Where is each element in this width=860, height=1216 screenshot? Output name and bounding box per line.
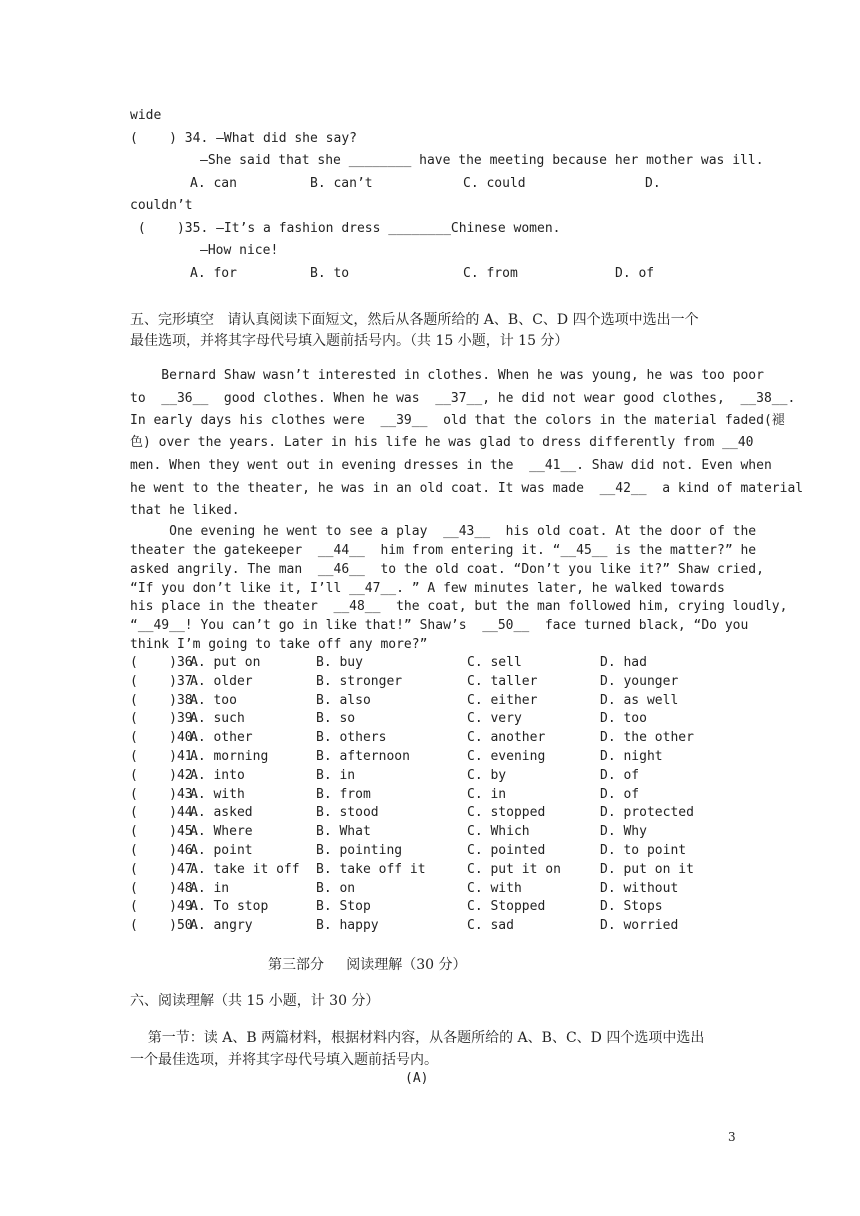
option-d: D. as well bbox=[600, 692, 679, 708]
page-number: 3 bbox=[728, 1130, 736, 1144]
option-row-number: ( )49. bbox=[130, 899, 201, 915]
option-d: D. put on it bbox=[600, 861, 694, 877]
option-d: D. of bbox=[600, 767, 640, 783]
option-c: C. Stopped bbox=[467, 899, 546, 915]
option-row-number: ( )40. bbox=[130, 730, 201, 746]
option-a: A. To stop bbox=[190, 899, 269, 915]
option-d: D. worried bbox=[600, 918, 679, 934]
option-b: B. What bbox=[316, 824, 371, 840]
q34-option-b: B. can’t bbox=[310, 176, 373, 191]
section5-heading-line2: 最佳选项，并将其字母代号填入题前括号内。（共 15 小题，计 15 分） bbox=[130, 333, 569, 349]
option-row-number: ( )36. bbox=[130, 655, 201, 670]
option-a: A. asked bbox=[190, 805, 253, 821]
option-a: A. Where bbox=[190, 824, 253, 840]
option-c: C. with bbox=[467, 880, 522, 896]
option-a: A. in bbox=[190, 880, 230, 896]
option-b: B. in bbox=[316, 767, 356, 783]
passage-line-9: theater the gatekeeper __44__ him from entering it. “__45__ is the matter?” he bbox=[130, 543, 757, 558]
option-d: D. night bbox=[600, 749, 663, 764]
option-row-number: ( )48. bbox=[130, 880, 201, 896]
option-d: D. without bbox=[600, 880, 679, 896]
section5-heading-line1: 五、完形填空 请认真阅读下面短文，然后从各题所给的 A、B、C、D 四个选项中选出一个 bbox=[130, 312, 699, 328]
option-c: C. either bbox=[467, 692, 538, 708]
passage-line-2: to __36__ good clothes. When he was __37__, he did not wear good clothes, __38__. bbox=[130, 391, 796, 406]
option-d: D. of bbox=[600, 786, 640, 802]
option-c: C. sell bbox=[467, 655, 522, 670]
option-row-number: ( )42. bbox=[130, 767, 201, 783]
q34-option-a: A. can bbox=[190, 176, 237, 191]
passage-line-4: 色) over the years. Later in his life he was glad to dress differently from __40 bbox=[130, 435, 754, 450]
q34-option-d: D. bbox=[645, 176, 661, 191]
passage-line-13: “__49__! You can’t go in like that!” Shaw’s __50__ face turned black, “Do you bbox=[130, 618, 749, 633]
q35-option-c: C. from bbox=[463, 266, 518, 281]
option-row-number: ( )45. bbox=[130, 824, 201, 840]
option-d: D. the other bbox=[600, 730, 694, 746]
prev-line-tail: wide bbox=[130, 108, 162, 123]
q34-option-c: C. could bbox=[463, 176, 526, 191]
passage-line-5: men. When they went out in evening dresses in the __41__. Shaw did not. Even when bbox=[130, 458, 772, 473]
option-a: A. other bbox=[190, 730, 253, 746]
option-d: D. to point bbox=[600, 843, 687, 858]
option-b: B. Stop bbox=[316, 899, 371, 915]
option-a: A. with bbox=[190, 786, 245, 802]
q34-stem: ( ) 34. —What did she say? bbox=[130, 131, 357, 146]
section6-heading: 六、阅读理解（共 15 小题，计 30 分） bbox=[130, 993, 380, 1009]
q35-option-d: D. of bbox=[615, 266, 655, 281]
passage-line-10: asked angrily. The man __46__ to the old coat. “Don’t you like it?” Shaw cried, bbox=[130, 562, 764, 577]
option-b: B. buy bbox=[316, 655, 363, 670]
section6-intro-line2: 一个最佳选项，并将其字母代号填入题前括号内。 bbox=[130, 1052, 438, 1068]
option-c: C. very bbox=[467, 711, 522, 727]
option-a: A. angry bbox=[190, 918, 253, 934]
option-b: B. on bbox=[316, 880, 356, 896]
option-a: A. too bbox=[190, 692, 237, 708]
option-row-number: ( )46. bbox=[130, 843, 201, 858]
option-b: B. from bbox=[316, 786, 371, 802]
option-row-number: ( )47. bbox=[130, 861, 201, 877]
section6-intro-line1: 第一节：读 A、B 两篇材料，根据材料内容，从各题所给的 A、B、C、D 四个选项中选出 bbox=[130, 1030, 705, 1046]
q35-stem: ( )35. —It’s a fashion dress ________Chinese women. bbox=[130, 221, 561, 236]
q35-option-b: B. to bbox=[310, 266, 350, 281]
passage-line-1: Bernard Shaw wasn’t interested in clothes. When he was young, he was too poor bbox=[130, 368, 764, 383]
option-a: A. morning bbox=[190, 749, 269, 764]
option-c: C. another bbox=[467, 730, 546, 746]
option-d: D. Stops bbox=[600, 899, 663, 915]
option-a: A. such bbox=[190, 711, 245, 727]
passage-line-3: In early days his clothes were __39__ old that the colors in the material faded(褪 bbox=[130, 413, 785, 428]
option-row-number: ( )41. bbox=[130, 749, 201, 764]
option-b: B. afternoon bbox=[316, 749, 410, 764]
option-b: B. pointing bbox=[316, 843, 403, 858]
q35-reply: —How nice! bbox=[200, 243, 279, 258]
passage-line-12: his place in the theater __48__ the coat, but the man followed him, crying loudly, bbox=[130, 599, 788, 614]
option-b: B. also bbox=[316, 692, 371, 708]
q34-sentence: —She said that she ________ have the meeting because her mother was ill. bbox=[200, 153, 764, 168]
option-c: C. in bbox=[467, 786, 507, 802]
option-row-number: ( )39. bbox=[130, 711, 201, 727]
option-row-number: ( )38. bbox=[130, 692, 201, 708]
option-b: B. so bbox=[316, 711, 356, 727]
q34-option-d-cont: couldn’t bbox=[130, 198, 193, 213]
option-b: B. stronger bbox=[316, 673, 403, 689]
option-row-number: ( )50. bbox=[130, 918, 201, 934]
option-b: B. take off it bbox=[316, 861, 426, 877]
option-row-number: ( )37. bbox=[130, 673, 201, 689]
option-d: D. Why bbox=[600, 824, 647, 840]
option-c: C. pointed bbox=[467, 843, 546, 858]
option-b: B. others bbox=[316, 730, 387, 746]
option-a: A. into bbox=[190, 767, 245, 783]
option-d: D. younger bbox=[600, 673, 679, 689]
option-c: C. by bbox=[467, 767, 507, 783]
option-c: C. taller bbox=[467, 673, 538, 689]
passage-line-8: One evening he went to see a play __43__ his old coat. At the door of the bbox=[130, 524, 757, 539]
option-c: C. sad bbox=[467, 918, 514, 934]
option-a: A. point bbox=[190, 843, 253, 858]
part3-title: 第三部分 阅读理解（30 分） bbox=[268, 957, 467, 973]
option-c: C. stopped bbox=[467, 805, 546, 821]
q35-option-a: A. for bbox=[190, 266, 237, 281]
option-c: C. Which bbox=[467, 824, 530, 840]
option-row-number: ( )43. bbox=[130, 786, 201, 802]
passage-line-6: he went to the theater, he was in an old coat. It was made __42__ a kind of material bbox=[130, 481, 804, 496]
option-d: D. had bbox=[600, 655, 647, 670]
passage-line-7: that he liked. bbox=[130, 503, 240, 518]
option-c: C. evening bbox=[467, 749, 546, 764]
option-a: A. put on bbox=[190, 655, 261, 670]
option-a: A. take it off bbox=[190, 861, 300, 877]
passage-line-14: think I’m going to take off any more?” bbox=[130, 637, 428, 652]
option-a: A. older bbox=[190, 673, 253, 689]
option-d: D. too bbox=[600, 711, 647, 727]
option-c: C. put it on bbox=[467, 861, 561, 877]
option-row-number: ( )44. bbox=[130, 805, 201, 821]
option-b: B. stood bbox=[316, 805, 379, 821]
passage-a-label: (A) bbox=[405, 1071, 429, 1086]
option-b: B. happy bbox=[316, 918, 379, 934]
option-d: D. protected bbox=[600, 805, 694, 821]
passage-line-11: “If you don’t like it, I’ll __47__. ” A few minutes later, he walked towards bbox=[130, 581, 725, 596]
